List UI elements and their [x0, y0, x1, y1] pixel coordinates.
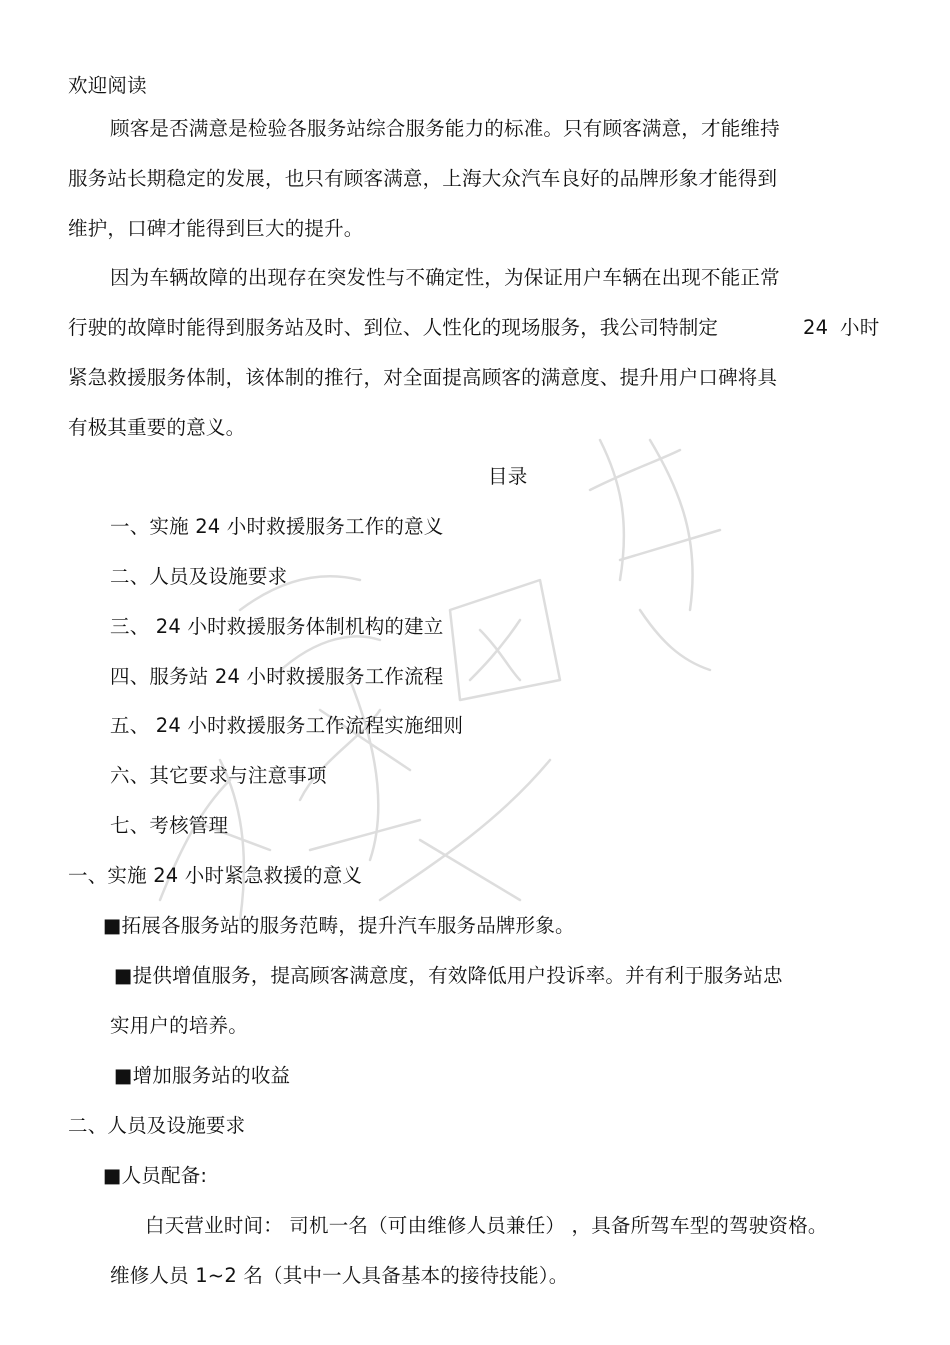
section-1-heading: 一、实施 24 小时紧急救援的意义: [68, 864, 363, 887]
intro-paragraph-2-line-4: 有极其重要的意义。: [68, 416, 246, 439]
section-2-line: 白天营业时间： 司机一名（可由维修人员兼任） ，具备所驾车型的驾驶资格。: [145, 1214, 828, 1237]
section-2-subheading: ■人员配备:: [103, 1164, 208, 1187]
intro-paragraph-2-line-1: 因为车辆故障的出现存在突发性与不确定性，为保证用户车辆在出现不能正常: [110, 266, 780, 289]
toc-item: 六、其它要求与注意事项: [110, 764, 327, 787]
intro-paragraph-2-line-3: 紧急救援服务体制，该体制的推行，对全面提高顾客的满意度、提升用户口碑将具: [68, 366, 778, 389]
section-2-heading: 二、人员及设施要求: [68, 1114, 246, 1137]
welcome-text: 欢迎阅读: [68, 74, 147, 97]
intro-paragraph-1-line-3: 维护，口碑才能得到巨大的提升。: [68, 217, 364, 240]
section-1-bullet: ■拓展各服务站的服务范畴，提升汽车服务品牌形象。: [103, 914, 575, 937]
toc-item: 三、 24 小时救援服务体制机构的建立: [110, 615, 444, 638]
toc-item: 七、考核管理: [110, 814, 229, 837]
toc-item: 二、人员及设施要求: [110, 565, 288, 588]
toc-title: 目录: [488, 465, 528, 488]
intro-paragraph-1-line-2: 服务站长期稳定的发展，也只有顾客满意，上海大众汽车良好的品牌形象才能得到: [68, 167, 778, 190]
toc-item: 五、 24 小时救援服务工作流程实施细则: [110, 714, 464, 737]
intro-number-24: 24: [803, 316, 829, 339]
intro-word-hour: 小时: [840, 316, 880, 339]
watermark-icon: [120, 380, 760, 940]
toc-item: 一、实施 24 小时救援服务工作的意义: [110, 515, 444, 538]
section-1-bullet: ■提供增值服务，提高顾客满意度，有效降低用户投诉率。并有利于服务站忠: [114, 964, 783, 987]
section-2-line: 维修人员 1~2 名（其中一人具备基本的接待技能）。: [110, 1264, 569, 1287]
section-1-bullet: ■增加服务站的收益: [114, 1064, 291, 1087]
toc-item: 四、服务站 24 小时救援服务工作流程: [110, 665, 444, 688]
section-1-bullet-continuation: 实用户的培养。: [110, 1014, 248, 1037]
intro-paragraph-1-line-1: 顾客是否满意是检验各服务站综合服务能力的标准。只有顾客满意，才能维持: [110, 117, 780, 140]
intro-paragraph-2-line-2: 行驶的故障时能得到服务站及时、到位、人性化的现场服务，我公司特制定: [68, 316, 719, 339]
